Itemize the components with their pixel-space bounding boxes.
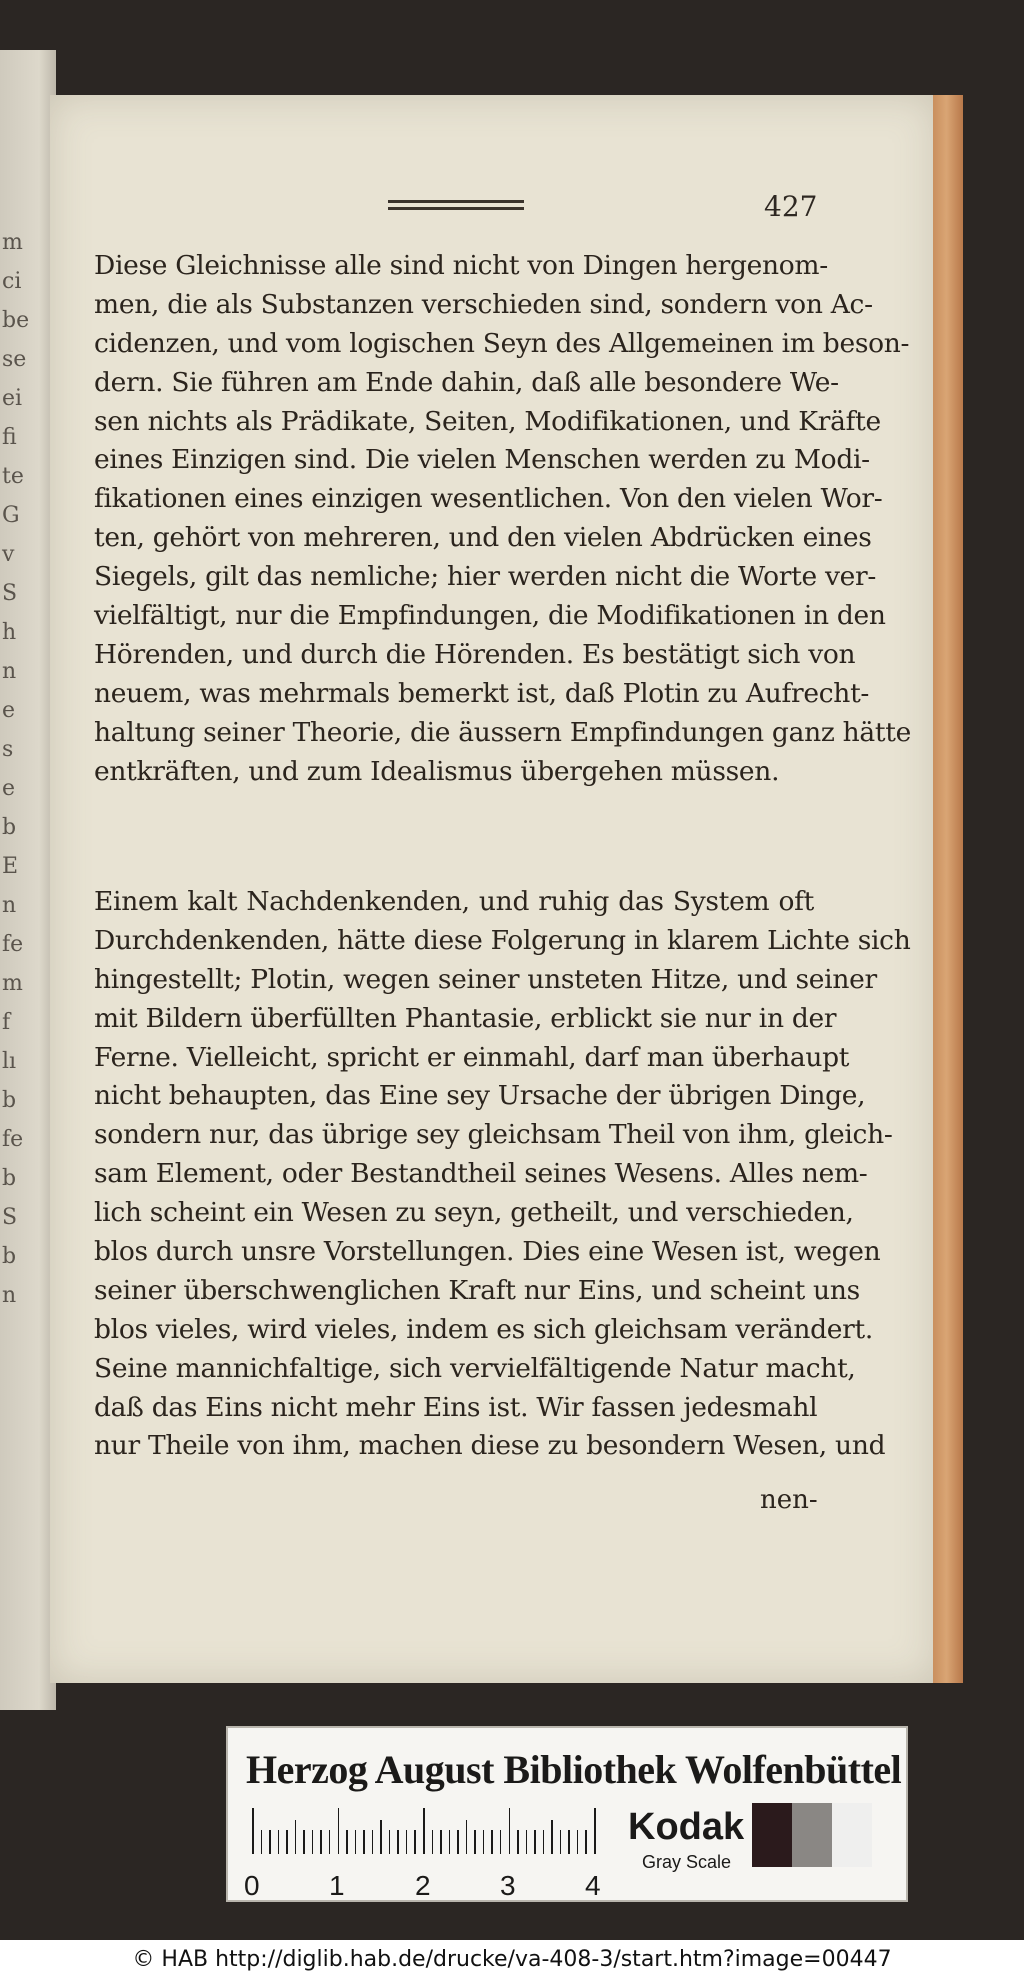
page-number: 427 [764, 190, 818, 223]
text-line: cidenzen, und vom logischen Seyn des Allgemeinen im beson- [94, 327, 910, 359]
ruler-tick [320, 1830, 322, 1854]
previous-page-fragment: n [2, 1283, 17, 1308]
ruler-tick [372, 1830, 374, 1854]
catchword: nen- [760, 1485, 818, 1515]
ruler-tick [346, 1830, 348, 1854]
ruler-tick [483, 1830, 485, 1854]
ruler-tick [457, 1830, 459, 1854]
previous-page-fragment: e [2, 698, 16, 723]
previous-page-fragment: se [2, 347, 27, 372]
gray-patch-dark [752, 1803, 792, 1867]
ruler-tick [551, 1820, 553, 1854]
text-line: Durchdenkenden, hätte diese Folgerung in klarem Lichte sich [94, 924, 911, 956]
ruler-tick [338, 1808, 340, 1854]
scale-number: 0 [244, 1870, 260, 1901]
scale-number: 3 [500, 1870, 516, 1901]
ruler-tick [414, 1830, 416, 1854]
text-line: Ferne. Vielleicht, spricht er einmahl, darf man überhaupt [94, 1041, 850, 1073]
previous-page-fragment: f [2, 1010, 11, 1035]
text-line: Diese Gleichnisse alle sind nicht von Dingen hergenom- [94, 250, 828, 281]
ruler-tick [432, 1830, 434, 1854]
kodak-logo: Kodak [628, 1806, 745, 1848]
ruler-tick [380, 1820, 382, 1854]
ruler-tick [509, 1808, 511, 1854]
ruler-tick [389, 1830, 391, 1854]
text-line: haltung seiner Theorie, die äussern Empfindungen ganz hätte [94, 716, 911, 748]
ruler-tick [406, 1830, 408, 1854]
text-line: fikationen eines einzigen wesentlichen. Von den vielen Wor- [94, 483, 883, 515]
scale-number: 4 [585, 1870, 601, 1901]
text-line: vielfältigt, nur die Empfindungen, die Modifikationen in den [94, 600, 886, 632]
gray-patch-mid [792, 1803, 832, 1867]
ruler-tick [500, 1830, 502, 1854]
ruler-tick [278, 1830, 280, 1854]
ruler-tick [594, 1808, 596, 1854]
ruler-tick [295, 1820, 297, 1854]
text-line: Seine mannichfaltige, sich vervielfältigende Natur macht, [94, 1352, 856, 1384]
scale-number: 2 [415, 1870, 431, 1901]
previous-page-fragment: te [2, 464, 24, 489]
ruler-tick [568, 1830, 570, 1854]
ruler-tick [286, 1830, 288, 1854]
page-gilt-edge [933, 95, 963, 1683]
copyright-footer: © HAB http://diglib.hab.de/drucke/va-408-3/start.htm?image=00447 [0, 1940, 1024, 1980]
previous-page-fragment: s [2, 737, 14, 762]
text-line: blos vieles, wird vieles, indem es sich gleichsam verändert. [94, 1313, 873, 1345]
ruler-tick [329, 1830, 331, 1854]
previous-page-fragment: b [2, 1166, 17, 1191]
ruler-tick [397, 1830, 399, 1854]
text-line: Einem kalt Nachdenkenden, und ruhig das System oft [94, 886, 814, 917]
previous-page-fragment: n [2, 659, 17, 684]
previous-page-fragment: m [2, 971, 23, 996]
previous-page-fragment: fi [2, 425, 17, 450]
text-line: mit Bildern überfüllten Phantasie, erblickt sie nur in der [94, 1002, 837, 1034]
ruler-tick [423, 1808, 425, 1854]
ruler-tick [543, 1830, 545, 1854]
ruler-tick [312, 1830, 314, 1854]
ruler-tick [585, 1830, 587, 1854]
scale-ruler [252, 1808, 602, 1854]
text-line: sondern nur, das übrige sey gleichsam Theil von ihm, gleich- [94, 1119, 893, 1151]
ruler-tick [517, 1830, 519, 1854]
previous-page-fragment: fe [2, 932, 24, 957]
text-line: ten, gehört von mehreren, und den vielen Abdrücken eines [94, 522, 872, 554]
previous-page-fragment: ci [2, 269, 22, 294]
library-title: Herzog August Bibliothek Wolfenbüttel [246, 1747, 902, 1792]
text-line: entkräften, und zum Idealismus übergehen müssen. [94, 755, 780, 787]
text-line: nur Theile von ihm, machen diese zu besondern Wesen, und [94, 1430, 886, 1462]
previous-page-fragment: b [2, 1244, 17, 1269]
previous-page-fragment: S [2, 1205, 18, 1230]
ruler-tick [534, 1830, 536, 1854]
text-line: sam Element, oder Bestandtheil seines Wesens. Alles nem- [94, 1158, 868, 1190]
text-line: nicht behaupten, das Eine sey Ursache der übrigen Dinge, [94, 1080, 866, 1112]
color-target [226, 1726, 908, 1902]
previous-page-fragment: h [2, 620, 17, 645]
text-line: eines Einzigen sind. Die vielen Menschen werden zu Modi- [94, 444, 870, 476]
ruler-tick [303, 1830, 305, 1854]
header-rule [388, 200, 524, 210]
ruler-tick [491, 1830, 493, 1854]
ruler-tick [363, 1830, 365, 1854]
text-line: dern. Sie führen am Ende dahin, daß alle besondere We- [94, 366, 839, 398]
ruler-tick [269, 1830, 271, 1854]
ruler-tick [466, 1820, 468, 1854]
text-line: daß das Eins nicht mehr Eins ist. Wir fassen jedesmahl [94, 1391, 818, 1423]
text-line: Siegels, gilt das nemliche; hier werden nicht die Worte ver- [94, 561, 877, 593]
paragraph-1 [94, 247, 911, 791]
ruler-tick [577, 1830, 579, 1854]
text-line: hingestellt; Plotin, wegen seiner unsteten Hitze, und seiner [94, 963, 877, 995]
previous-page-fragment: fe [2, 1127, 24, 1152]
previous-page-fragment: e [2, 776, 16, 801]
previous-page-fragment: G [2, 503, 20, 528]
previous-page-fragment: m [2, 230, 23, 255]
previous-page-fragment: ei [2, 386, 23, 411]
previous-page-fragment: b [2, 1088, 17, 1113]
previous-page-fragment: be [2, 308, 30, 333]
paragraph-2 [94, 883, 911, 1466]
text-line: blos durch unsre Vorstellungen. Dies eine Wesen ist, wegen [94, 1236, 881, 1268]
ruler-tick [252, 1808, 254, 1854]
text-line: men, die als Substanzen verschieden sind, sondern von Ac- [94, 288, 873, 320]
text-line: Hörenden, und durch die Hörenden. Es bestätigt sich von [94, 638, 856, 670]
ruler-tick [440, 1830, 442, 1854]
ruler-tick [526, 1830, 528, 1854]
scale-number: 1 [329, 1870, 345, 1901]
ruler-tick [560, 1830, 562, 1854]
ruler-tick [449, 1830, 451, 1854]
previous-page-fragment: n [2, 893, 17, 918]
previous-page-fragment: S [2, 581, 18, 606]
previous-page-fragment: v [2, 542, 15, 567]
text-line: sen nichts als Prädikate, Seiten, Modifikationen, und Kräfte [94, 405, 881, 437]
text-line: lich scheint ein Wesen zu seyn, getheilt, und verschieden, [94, 1197, 854, 1229]
ruler-tick [474, 1830, 476, 1854]
ruler-tick [261, 1830, 263, 1854]
text-line: seiner überschwenglichen Kraft nur Eins, und scheint uns [94, 1274, 860, 1306]
gray-scale-label: Gray Scale [642, 1852, 732, 1872]
previous-page-fragment: b [2, 815, 17, 840]
previous-page-fragment: lı [2, 1049, 17, 1074]
previous-page-fragment: E [2, 854, 19, 879]
gray-patch-light [832, 1803, 872, 1867]
text-line: neuem, was mehrmals bemerkt ist, daß Plotin zu Aufrecht- [94, 677, 870, 709]
ruler-tick [355, 1830, 357, 1854]
previous-page-edge [0, 50, 56, 1710]
